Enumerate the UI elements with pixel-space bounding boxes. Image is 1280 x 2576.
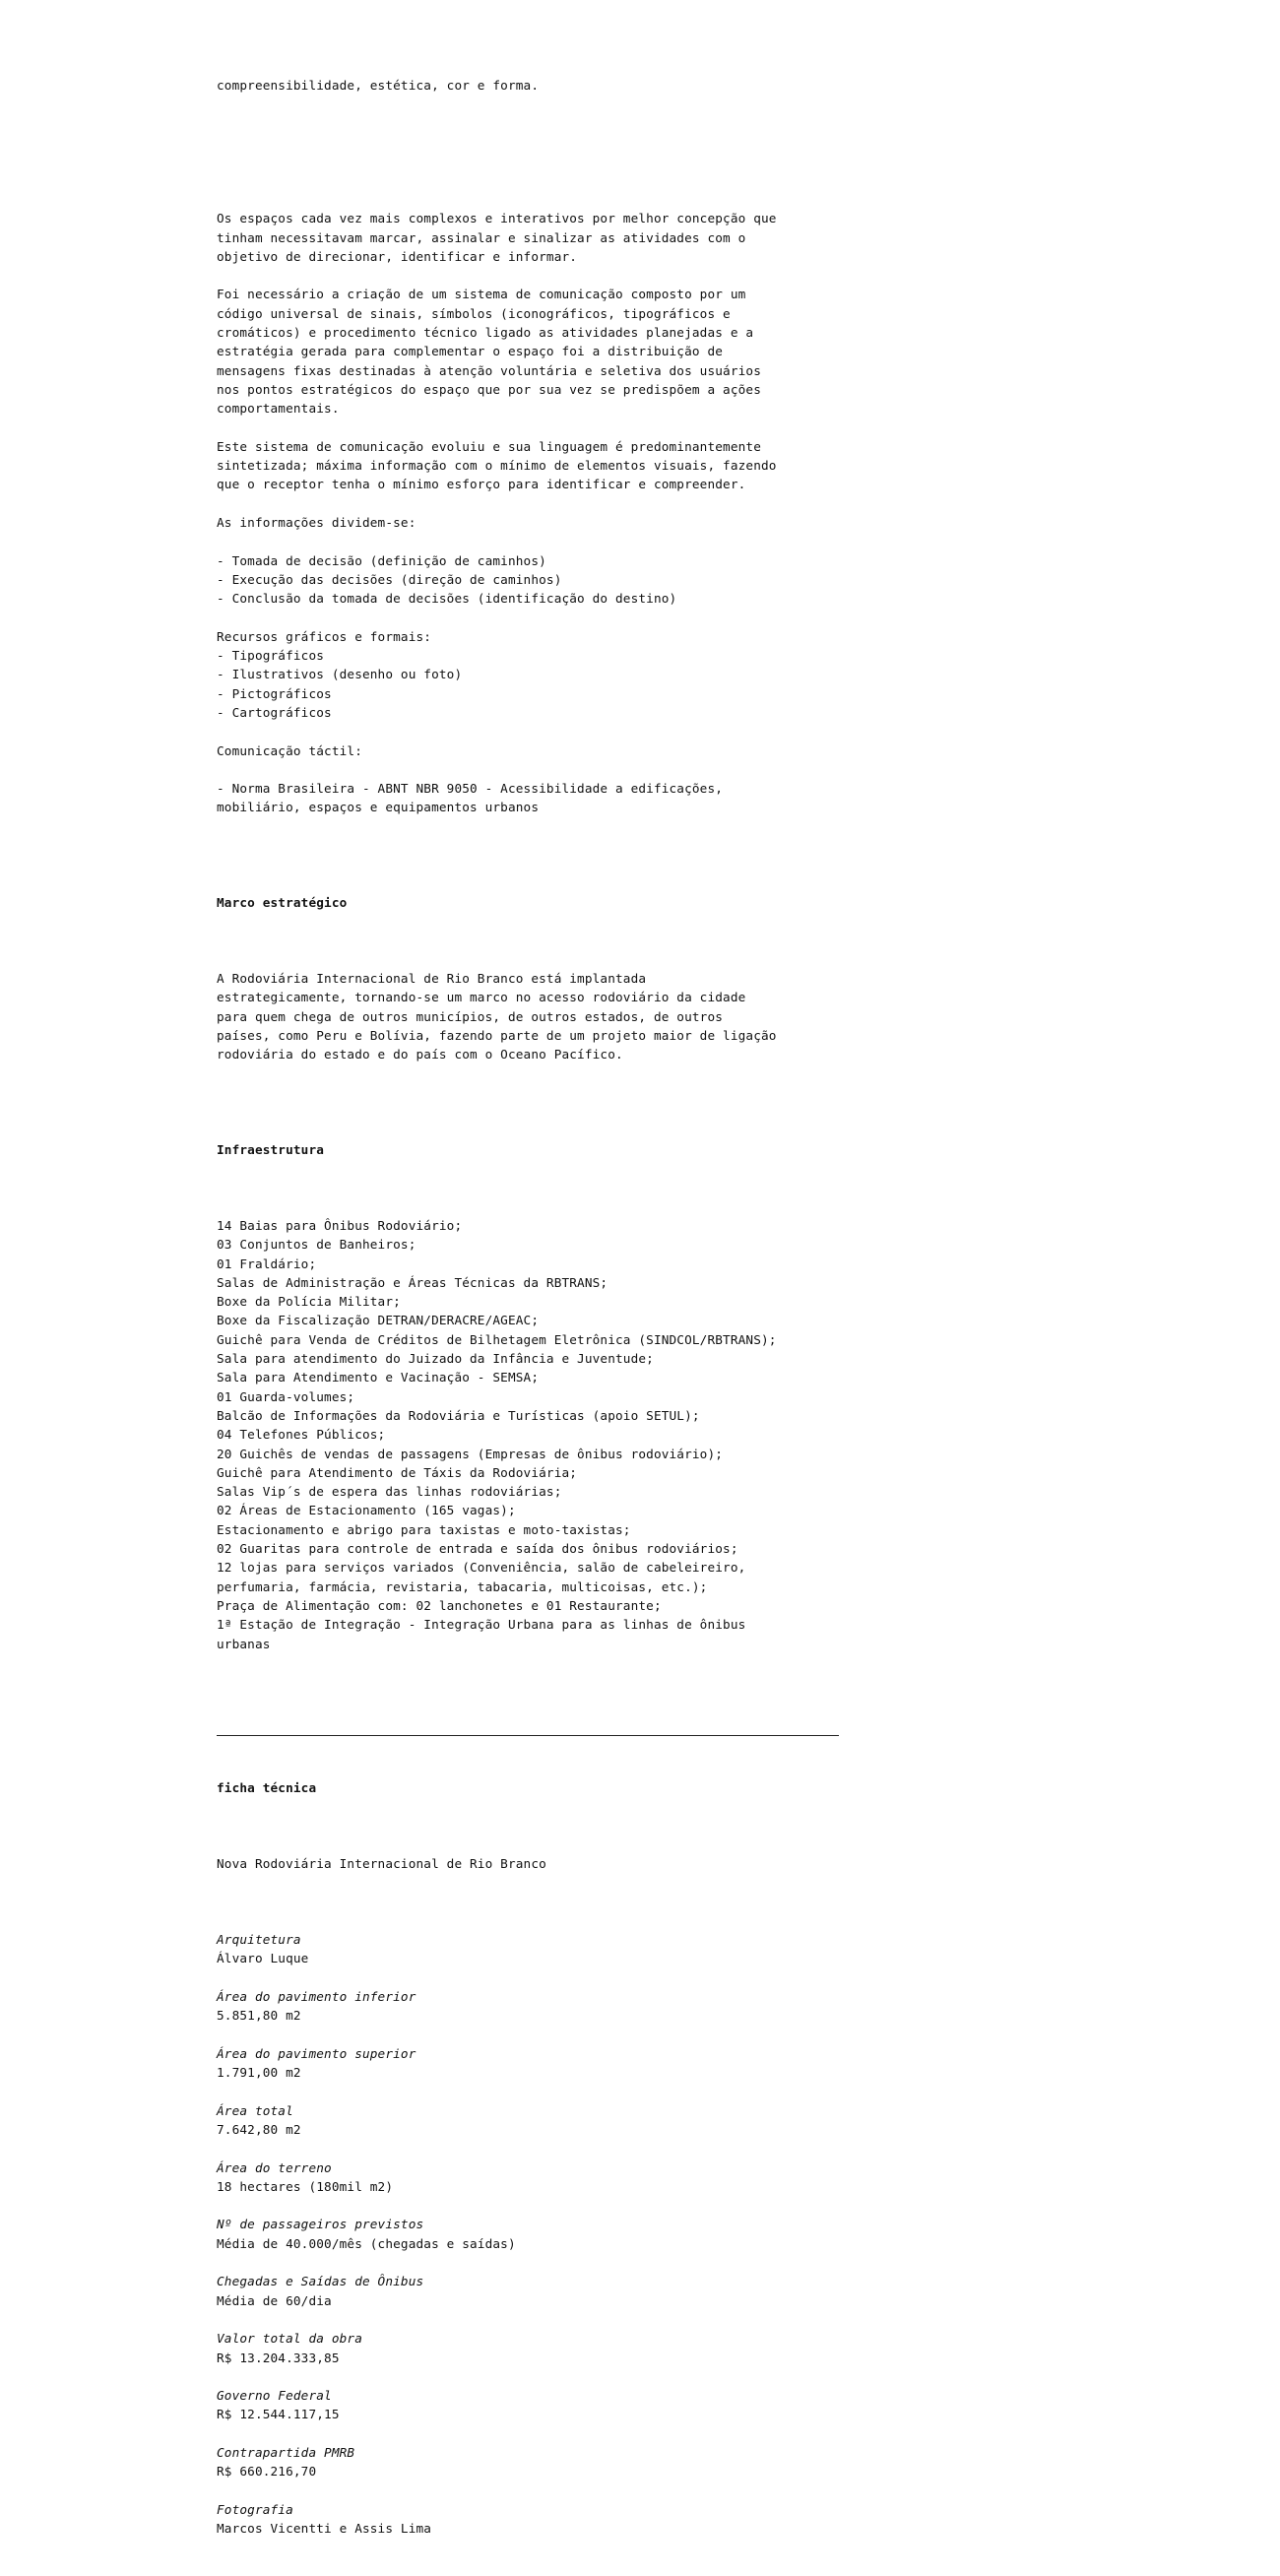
text-line: objetivo de direcionar, identificar e informar. [217,248,578,264]
text-line: Os espaços cada vez mais complexos e interativos por melhor concepção que [217,211,777,226]
ficha-value: Marcos Vicentti e Assis Lima [217,2521,432,2537]
ficha-list [217,1930,847,2539]
paragraph [217,285,847,418]
infra-list [217,1216,847,1653]
text-line: - Execução das decisões (direção de caminhos) [217,571,562,587]
list-item: 02 Áreas de Estacionamento (165 vagas); [217,1503,516,1518]
intro-paragraph-tail [217,38,847,133]
list-item: Boxe da Fiscalização DETRAN/DERACRE/AGEAC; [217,1313,540,1328]
list-item: 03 Conjuntos de Banheiros; [217,1237,416,1253]
text-line: sintetizada; máxima informação com o mínimo de elementos visuais, fazendo [217,458,777,474]
text-line: compreensibilidade, estética, cor e forma. [217,78,540,94]
ficha-value: 7.642,80 m2 [217,2121,301,2137]
ficha-value: R$ 660.216,70 [217,2464,317,2479]
ficha-entry [217,2443,847,2481]
section-heading-infra: Infraestrutura [217,1141,325,1157]
list-item: Sala para atendimento do Juizado da Infância e Juventude; [217,1351,654,1367]
list-item: 1ª Estação de Integração - Integração Urbana para as linhas de ônibus [217,1617,746,1633]
ficha-label: Fotografia [217,2501,293,2517]
text-line: Este sistema de comunicação evoluiu e sua linguagem é predominantemente [217,438,761,454]
ficha-entry [217,2500,847,2539]
ficha-entry [217,2101,847,2140]
text-line: que o receptor tenha o mínimo esforço para identificar e compreender. [217,477,746,492]
ficha-value: R$ 13.204.333,85 [217,2350,340,2365]
ficha-title: ficha técnica [217,1779,317,1795]
ficha-value: 18 hectares (180mil m2) [217,2178,394,2194]
text-line: - Ilustrativos (desenho ou foto) [217,667,463,682]
text-line: A Rodoviária Internacional de Rio Branco está implantada [217,971,647,987]
text-line: mobiliário, espaços e equipamentos urbanos [217,800,540,815]
ficha-value: R$ 12.544.117,15 [217,2407,340,2422]
text-line: países, como Peru e Bolívia, fazendo parte de um projeto maior de ligação [217,1028,777,1044]
ficha-value: Álvaro Luque [217,1951,309,1966]
ficha-project-name: Nova Rodoviária Internacional de Rio Branco [217,1855,546,1871]
ficha-label: Arquitetura [217,1931,301,1947]
text-line: para quem chega de outros municípios, de outros estados, de outros [217,1008,724,1024]
text-line: estrategicamente, tornando-se um marco no acesso rodoviário da cidade [217,990,746,1005]
paragraph [217,779,847,817]
ficha-divider [217,1735,839,1736]
list-item: 12 lojas para serviços variados (Conveniência, salão de cabeleireiro, [217,1560,746,1576]
ficha-entry [217,2044,847,2083]
text-line: cromáticos) e procedimento técnico ligado as atividades planejadas e a [217,325,754,341]
text-line: estratégia gerada para complementar o espaço foi a distribuição de [217,344,724,359]
ficha-entry [217,2386,847,2424]
ficha-entry [217,2158,847,2197]
list-item: 01 Guarda-volumes; [217,1388,355,1404]
ficha-entry [217,1930,847,1968]
text-line: - Pictográficos [217,685,332,701]
ficha-label: Nº de passageiros previstos [217,2217,424,2232]
text-line: - Conclusão da tomada de decisões (identificação do destino) [217,591,677,607]
paragraph [217,513,847,532]
ficha-entry [217,2272,847,2310]
paragraph [217,437,847,494]
article-body [217,0,847,2576]
paragraph [217,551,847,609]
text-line: nos pontos estratégicos do espaço que por sua vez se predispõem a ações [217,381,761,397]
text-line: mensagens fixas destinadas à atenção voluntária e seletiva dos usuários [217,362,761,378]
ficha-entry [217,2329,847,2367]
list-item: Salas Vip´s de espera das linhas rodoviárias; [217,1484,562,1500]
section-heading-marco: Marco estratégico [217,894,348,910]
ficha-value: 1.791,00 m2 [217,2065,301,2081]
list-item: Sala para Atendimento e Vacinação - SEMSA; [217,1370,540,1385]
ficha-entry [217,1987,847,2026]
list-item: Guichê para Venda de Créditos de Bilhetagem Eletrônica (SINDCOL/RBTRANS); [217,1331,777,1347]
list-item: Praça de Alimentação com: 02 lanchonetes e 01 Restaurante; [217,1597,662,1613]
text-line: Foi necessário a criação de um sistema de comunicação composto por um [217,287,746,302]
list-item: Boxe da Polícia Militar; [217,1294,401,1310]
text-line: - Norma Brasileira - ABNT NBR 9050 - Acessibilidade a edificações, [217,781,724,797]
text-line: tinham necessitavam marcar, assinalar e sinalizar as atividades com o [217,229,746,245]
ficha-label: Área total [217,2102,293,2118]
list-item: Guichê para Atendimento de Táxis da Rodoviária; [217,1464,578,1480]
list-item: 20 Guichês de vendas de passagens (Empresas de ônibus rodoviário); [217,1446,724,1461]
text-line: comportamentais. [217,401,340,417]
list-item: Estacionamento e abrigo para taxistas e moto-taxistas; [217,1521,631,1537]
list-item: 02 Guaritas para controle de entrada e saída dos ônibus rodoviários; [217,1541,738,1557]
text-line: código universal de sinais, símbolos (iconográficos, tipográficos e [217,305,731,321]
list-item: 01 Fraldário; [217,1256,317,1271]
ficha-label: Governo Federal [217,2388,332,2404]
ficha-label: Chegadas e Saídas de Ônibus [217,2274,424,2289]
list-item: 14 Baias para Ônibus Rodoviário; [217,1218,463,1233]
paragraph [217,209,847,266]
ficha-entry [217,2215,847,2253]
ficha-label: Contrapartida PMRB [217,2445,355,2460]
text-line: Recursos gráficos e formais: [217,628,432,644]
text-line: - Tipográficos [217,648,325,664]
text-line: As informações dividem-se: [217,515,416,531]
ficha-value: Média de 40.000/mês (chegadas e saídas) [217,2235,516,2251]
ficha-value: Média de 60/dia [217,2292,332,2308]
ficha-label: Área do pavimento inferior [217,1988,416,2004]
paragraph [217,627,847,722]
text-line: - Tomada de decisão (definição de caminhos) [217,552,546,568]
paragraph [217,741,847,760]
list-item: 04 Telefones Públicos; [217,1427,386,1443]
list-item: Salas de Administração e Áreas Técnicas da RBTRANS; [217,1274,608,1290]
list-item: Balcão de Informações da Rodoviária e Turísticas (apoio SETUL); [217,1407,700,1423]
top-paragraphs [217,209,847,817]
ficha-label: Área do terreno [217,2159,332,2175]
marco-paragraph [217,969,847,1063]
text-line: Comunicação táctil: [217,742,362,758]
text-line: rodoviária do estado e do país com o Oceano Pacífico. [217,1047,623,1063]
ficha-label: Área do pavimento superior [217,2045,416,2061]
ficha-value: 5.851,80 m2 [217,2008,301,2024]
text-line: - Cartográficos [217,704,332,720]
ficha-label: Valor total da obra [217,2331,362,2347]
list-item: urbanas [217,1636,271,1651]
list-item: perfumaria, farmácia, revistaria, tabacaria, multicoisas, etc.); [217,1578,708,1594]
